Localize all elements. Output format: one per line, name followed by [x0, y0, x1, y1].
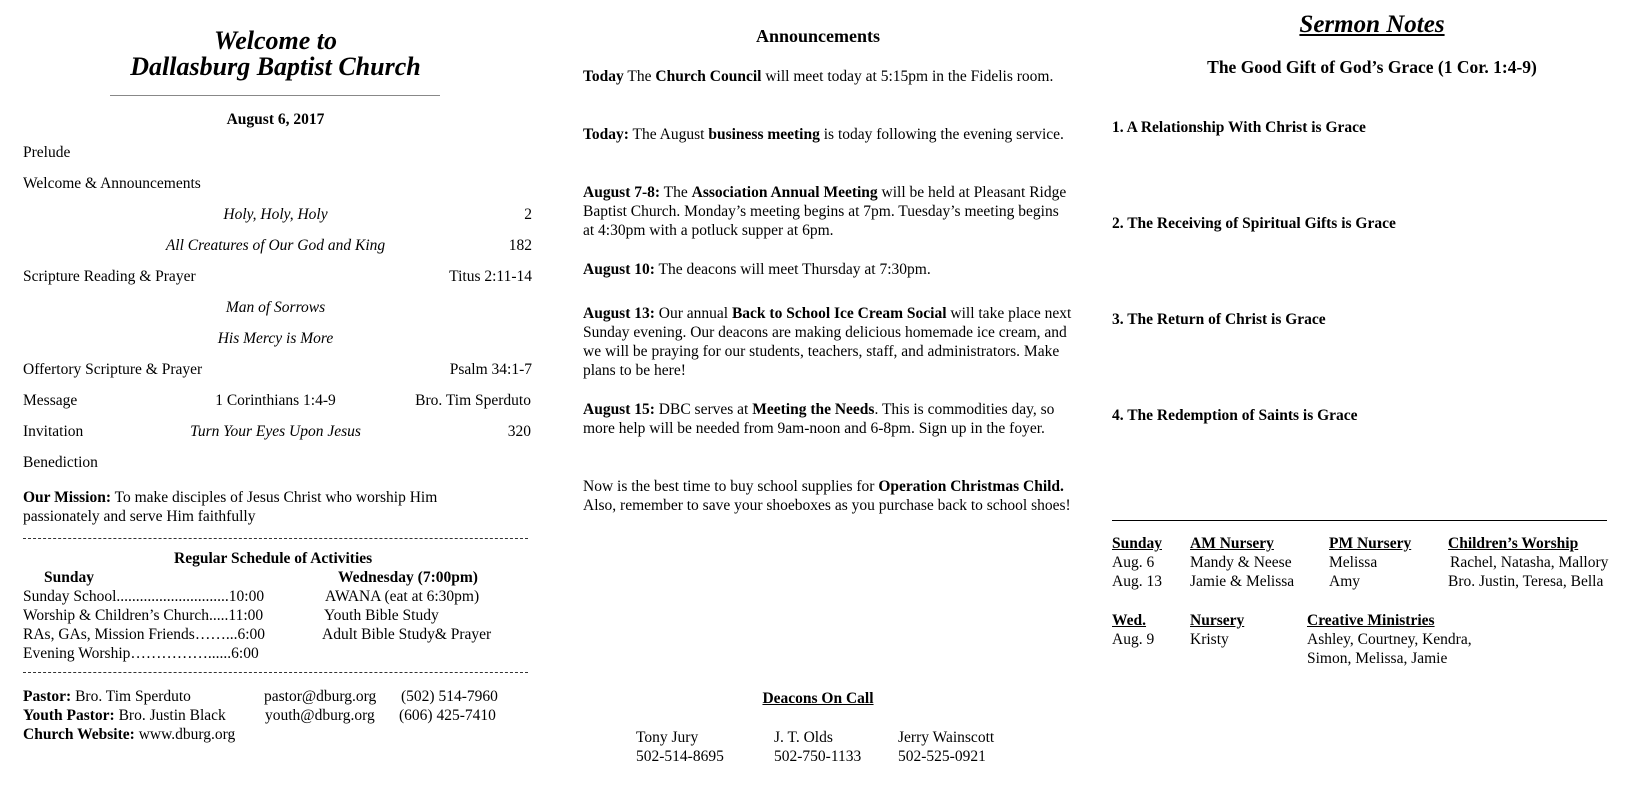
pastor-phone: (502) 514-7960: [401, 688, 498, 705]
childrens-worship-volunteers: Bro. Justin, Teresa, Bella: [1448, 573, 1604, 590]
message-item: Message: [23, 392, 78, 409]
nursery-header-pm: PM Nursery: [1329, 535, 1412, 552]
sermon-point: 1. A Relationship With Christ is Grace: [1112, 119, 1366, 136]
sunday-activity: Worship & Children’s Church.....11:00: [23, 607, 264, 624]
wednesday-activity: Youth Bible Study: [324, 607, 439, 624]
deacon-phone: 502-525-0921: [898, 748, 986, 765]
song-title: Man of Sorrows: [225, 299, 326, 316]
announcement-item: August 7-8: The Association Annual Meeting will be held at Pleasant Ridge Baptist Church. Monday’s meeting begins at 7pm. Tuesday’s meeting begins at 4:30pm with a potluck supper at 6pm.: [583, 184, 1067, 239]
announcement-item: Today: The August business meeting is today following the evening service.: [583, 126, 1064, 143]
title-divider: [110, 95, 440, 96]
benediction-item: Benediction: [23, 454, 98, 471]
announcement-item: August 10: The deacons will meet Thursday at 7:30pm.: [583, 261, 931, 278]
deacons-title: Deacons On Call: [762, 690, 874, 707]
wednesday-nursery-volunteer: Kristy: [1190, 631, 1229, 648]
nursery-header-nursery: Nursery: [1190, 612, 1245, 629]
nursery-date: Aug. 9: [1112, 631, 1155, 648]
youth-pastor-contact: Youth Pastor: Bro. Justin Black: [23, 707, 226, 724]
schedule-title: Regular Schedule of Activities: [174, 550, 373, 567]
wednesday-schedule-header: Wednesday (7:00pm): [338, 569, 478, 586]
hymn-number: 320: [507, 423, 531, 440]
deacon-name: J. T. Olds: [774, 729, 833, 746]
pm-nursery-volunteers: Melissa: [1329, 554, 1378, 571]
pastor-contact: Pastor: Bro. Tim Sperduto: [23, 688, 191, 705]
am-nursery-volunteers: Mandy & Neese: [1190, 554, 1292, 571]
nursery-date: Aug. 13: [1112, 573, 1162, 590]
offertory-reference: Psalm 34:1-7: [449, 361, 532, 378]
sunday-schedule-header: Sunday: [44, 569, 94, 586]
scripture-reference: Titus 2:11-14: [449, 268, 532, 285]
deacon-phone: 502-514-8695: [636, 748, 724, 765]
sermon-point: 4. The Redemption of Saints is Grace: [1112, 407, 1358, 424]
pm-nursery-volunteers: Amy: [1329, 573, 1360, 590]
song-title: His Mercy is More: [217, 330, 334, 347]
hymn-title: Holy, Holy, Holy: [223, 206, 328, 223]
nursery-date: Aug. 6: [1112, 554, 1155, 571]
announcement-item: Today The Church Council will meet today at 5:15pm in the Fidelis room.: [583, 68, 1054, 85]
announcement-item: Now is the best time to buy school supplies for Operation Christmas Child. Also, remember to save your shoeboxes as you purchase back to school shoes!: [583, 478, 1071, 514]
sunday-activity: Sunday School.............................10:00: [23, 588, 265, 605]
divider: [23, 538, 528, 539]
announcement-item: August 15: DBC serves at Meeting the Needs. This is commodities day, so more help will be needed from 9am-noon and 6-8pm. Sign up in the foyer.: [583, 401, 1055, 437]
nursery-header-am: AM Nursery: [1190, 535, 1274, 552]
invitation-item: Invitation: [23, 423, 84, 440]
youth-pastor-phone: (606) 425-7410: [399, 707, 496, 724]
sermon-title: The Good Gift of God’s Grace (1 Cor. 1:4-9): [1207, 57, 1537, 77]
divider: [1112, 520, 1607, 521]
deacon-name: Tony Jury: [636, 729, 699, 746]
nursery-header-creative-ministries: Creative Ministries: [1307, 612, 1435, 629]
deacon-phone: 502-750-1133: [774, 748, 862, 765]
hymn-title: All Creatures of Our God and King: [165, 237, 386, 254]
divider: [23, 672, 528, 673]
creative-ministries-volunteers: Simon, Melissa, Jamie: [1307, 650, 1448, 667]
welcome-line1: Welcome to: [214, 26, 337, 55]
nursery-header-childrens-worship: Children’s Worship: [1448, 535, 1579, 552]
nursery-header-sunday: Sunday: [1112, 535, 1162, 552]
creative-ministries-volunteers: Ashley, Courtney, Kendra,: [1307, 631, 1472, 648]
nursery-header-wednesday: Wed.: [1112, 612, 1147, 629]
sunday-activity: RAs, GAs, Mission Friends……...6:00: [23, 626, 265, 643]
wednesday-activity: Adult Bible Study& Prayer: [322, 626, 492, 643]
mission-statement: Our Mission: To make disciples of Jesus Christ who worship Him passionately and serve Him faithfully: [23, 489, 438, 525]
offertory-item: Offertory Scripture & Prayer: [23, 361, 203, 378]
deacon-name: Jerry Wainscott: [898, 729, 995, 746]
pastor-email: pastor@dburg.org: [264, 688, 377, 705]
childrens-worship-volunteers: Rachel, Natasha, Mallory: [1450, 554, 1609, 571]
sermon-point: 3. The Return of Christ is Grace: [1112, 311, 1326, 328]
church-website: Church Website: www.dburg.org: [23, 726, 236, 743]
message-speaker: Bro. Tim Sperduto: [415, 392, 531, 409]
invitation-hymn: Turn Your Eyes Upon Jesus: [190, 423, 361, 440]
wednesday-activity: AWANA (eat at 6:30pm): [325, 588, 480, 605]
service-date: August 6, 2017: [226, 111, 325, 128]
church-name-heading: Dallasburg Baptist Church: [130, 52, 421, 81]
sunday-activity: Evening Worship……………......6:00: [23, 645, 259, 662]
hymn-number: 182: [508, 237, 532, 254]
youth-pastor-email: youth@dburg.org: [265, 707, 375, 724]
announcements-title: Announcements: [755, 26, 880, 46]
sermon-notes-title: Sermon Notes: [1299, 11, 1445, 38]
announcement-item: August 13: Our annual Back to School Ice Cream Social will take place next Sunday evening. Our deacons are making delicious homemade ice cream, and we will be praying for our students, teachers, staff, and administrators. Make plans to be here!: [583, 305, 1072, 379]
am-nursery-volunteers: Jamie & Melissa: [1190, 573, 1295, 590]
scripture-item: Scripture Reading & Prayer: [23, 268, 196, 285]
welcome-item: Welcome & Announcements: [23, 175, 201, 192]
prelude-item: Prelude: [23, 144, 71, 161]
hymn-number: 2: [524, 206, 532, 223]
sermon-point: 2. The Receiving of Spiritual Gifts is Grace: [1112, 215, 1396, 232]
message-reference: 1 Corinthians 1:4-9: [215, 392, 336, 409]
